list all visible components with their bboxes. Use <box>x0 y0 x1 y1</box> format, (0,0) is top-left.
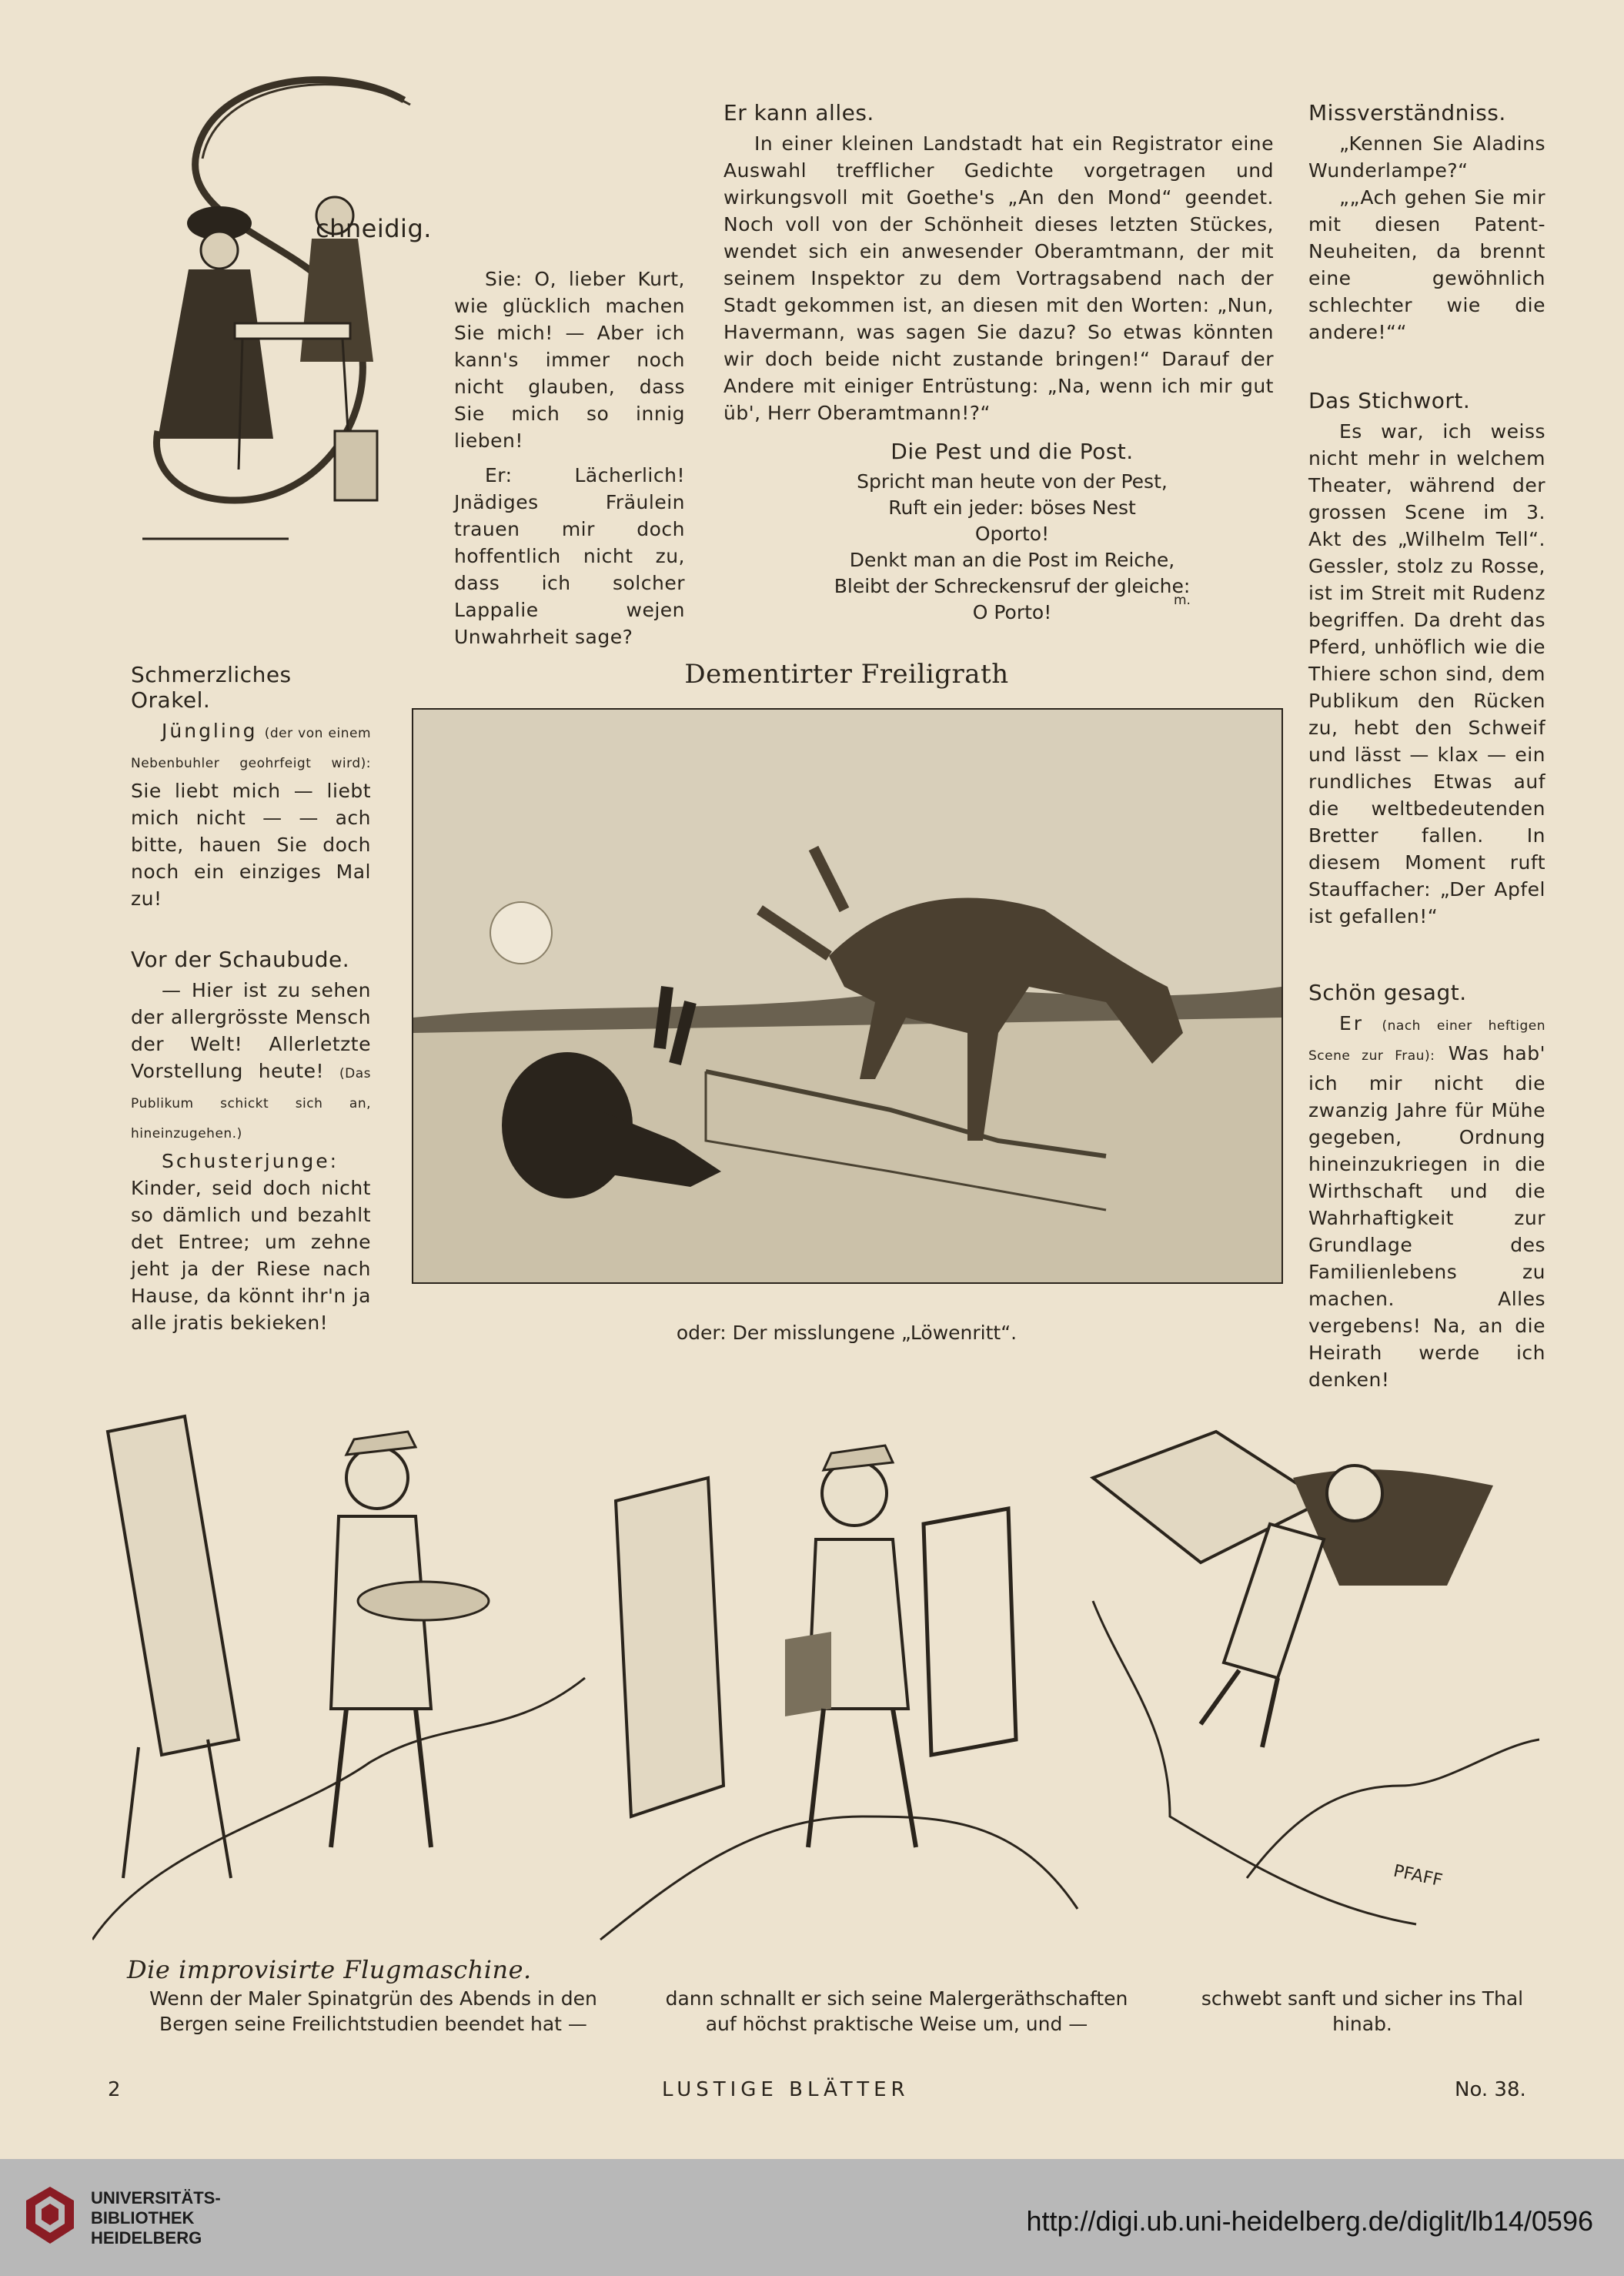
stichwort-text: Es war, ich weiss nicht mehr in welchem Theater, während der grossen Scene im 3. Akt des „Wilhelm Tell“. Gessler, stolz zu Rosse, ist im Streit mit Rudenz begriffen. Da dreht das Pferd, unhöflich wie die Thiere schon sind, dem Publikum den Rücken zu, hebt den Schweif und lässt — klax — ein rundliches Etwas auf die weltbedeutenden Bretter fallen. In diesem Moment ruft Stauffacher: „Der Apfel ist gefallen!“ <box>1308 420 1545 927</box>
flugmaschine-illustration <box>92 1385 1539 1947</box>
journal-name: LUSTIGE BLÄTTER <box>662 2078 910 2101</box>
kann-alles-text: In einer kleinen Landstadt hat ein Registrator eine Auswahl trefflicher Gedichte vorgetragen und wirkungsvoll mit Goethe's „An den Mond“ geendet. Noch voll von der Schönheit dieses letzten Stückes, wendet sich ein anwesender Oberamtmann, der mit seinem Inspektor zu dem Vortragsabend nach der Stadt gekommen ist, an diesen mit den Worten: „Nun, Havermann, was sagen Sie dazu? So etwas könnten wir doch beide nicht zustande bringen!“ Darauf der Andere mit einiger Entrüstung: „Na, wenn ich mir gut üb', Herr Oberamtmann!?“ <box>723 132 1274 424</box>
schneidig-article <box>454 266 685 650</box>
library-name-line: BIBLIOTHEK <box>91 2208 195 2228</box>
schaubude-lead: Schusterjunge: <box>162 1150 339 1172</box>
library-banner <box>0 2159 1624 2276</box>
schaubude-note: (Das Publikum schickt sich an, hineinzugehen.) <box>131 1066 371 1141</box>
pest-line: Ruft ein jeder: böses Nest <box>888 496 1136 519</box>
kann-alles-article <box>723 100 1274 426</box>
pest-title: Die Pest und die Post. <box>891 439 1134 464</box>
pest-line: Spricht man heute von der Pest, <box>857 470 1168 493</box>
freiligrath-title: Dementirter Freiligrath <box>684 659 1009 690</box>
pest-line: Denkt man an die Post im Reiche, <box>849 549 1175 571</box>
moon-icon <box>490 902 552 964</box>
couple-drawing <box>104 69 458 577</box>
stichwort-title: Das Stichwort. <box>1308 388 1471 413</box>
right-column <box>1308 100 1545 1393</box>
schoen-body: Was hab' ich mir nicht die zwanzig Jahre für Mühe gegeben, Ordnung hineinzukriegen in die Wirthschaft und die Wahrhaftigkeit zur Grundlage des Familienlebens zu machen. Alles vergebens! Na, an die Heirath werde ich denken! <box>1308 1042 1545 1391</box>
library-name-line: HEIDELBERG <box>91 2228 202 2248</box>
giraffe-lion-drawing <box>413 710 1281 1282</box>
pest-lines <box>808 469 1216 626</box>
orakel-lead: Jüngling <box>162 720 258 742</box>
pest-line: Oporto! <box>974 523 1050 545</box>
library-logo <box>23 2184 77 2247</box>
orakel-note: (der von einem Nebenbuhler geohrfeigt wird): <box>131 726 371 771</box>
library-name-line: UNIVERSITÄTS- <box>91 2188 221 2207</box>
left-column <box>131 662 371 1336</box>
schaubude-body-1: — Hier ist zu sehen der allergrösste Mensch der Welt! Allerletzte Vorstellung heute! <box>131 979 371 1082</box>
orakel-body: Sie liebt mich — liebt mich nicht — — ach bitte, hauen Sie doch noch ein einziges Mal zu! <box>131 780 371 910</box>
schaubude-text-1 <box>131 977 371 1148</box>
flugmaschine-caption-1: Wenn der Maler Spinatgrün des Abends in den Bergen seine Freilichtstudien beendet hat — <box>149 1987 597 2035</box>
missverstaendniss-title: Missverständniss. <box>1308 100 1506 125</box>
missverstaendniss-text-2: „„Ach gehen Sie mir mit diesen Patent-Neuheiten, da brennt eine gewöhnlich schlechter wie die andere!““ <box>1308 186 1545 343</box>
library-name <box>91 2188 221 2248</box>
freiligrath-illustration <box>412 708 1283 1284</box>
orakel-text <box>131 717 371 912</box>
missverstaendniss-text-1: „Kennen Sie Aladins Wunderlampe?“ <box>1308 132 1545 182</box>
flugmaschine-caption-2: dann schnallt er sich seine Malergeräthschaften auf höchst praktische Weise um, und — <box>665 1987 1128 2035</box>
flugmaschine-title: Die improvisirte Flugmaschine. <box>127 1955 532 1984</box>
university-seal-icon <box>23 2184 77 2247</box>
kann-alles-title: Er kann alles. <box>723 100 874 125</box>
schoen-note: (nach einer heftigen Scene zur Frau): <box>1308 1018 1545 1064</box>
schoen-title: Schön gesagt. <box>1308 980 1467 1005</box>
schneidig-text-1: Sie: O, lieber Kurt, wie glücklich machen Sie mich! — Aber ich kann's immer noch nicht glauben, dass Sie mich so innig lieben! <box>454 268 685 452</box>
schneidig-illustration <box>104 69 458 577</box>
painter-sequence-drawing <box>92 1385 1539 1947</box>
freiligrath-caption: oder: Der misslungene „Löwenritt“. <box>676 1322 1018 1344</box>
library-url[interactable]: http://digi.ub.uni-heidelberg.de/diglit/lb14/0596 <box>1026 2205 1593 2237</box>
orakel-title: Schmerzliches Orakel. <box>131 662 292 713</box>
issue-number: No. 38. <box>1455 2078 1526 2101</box>
schneidig-title: chneidig. <box>316 214 432 243</box>
pest-line: Bleibt der Schreckensruf der gleiche: <box>834 575 1191 597</box>
pest-poem <box>808 439 1216 626</box>
flugmaschine-caption-3: schwebt sanft und sicher ins Thal hinab. <box>1201 1987 1524 2035</box>
page-number: 2 <box>108 2078 121 2101</box>
schaubude-title: Vor der Schaubude. <box>131 947 350 972</box>
pest-line: O Porto! <box>972 601 1052 623</box>
schoen-lead: Er <box>1339 1012 1365 1034</box>
schoen-text <box>1308 1010 1545 1393</box>
schneidig-text-2: Er: Lächerlich! Jnädiges Fräulein trauen mir doch hoffentlich nicht zu, dass ich solcher Lappalie wejen Unwahrheit sage? <box>454 464 685 648</box>
schaubude-text-2: Kinder, seid doch nicht so dämlich und bezahlt det Entree; um zehne jeht ja der Riese nach Hause, da könnt ihr'n ja alle jratis bekieken! <box>131 1177 371 1334</box>
flugmaschine-signature: PFAFF <box>1392 1861 1445 1891</box>
pest-signature: m. <box>1174 593 1191 608</box>
